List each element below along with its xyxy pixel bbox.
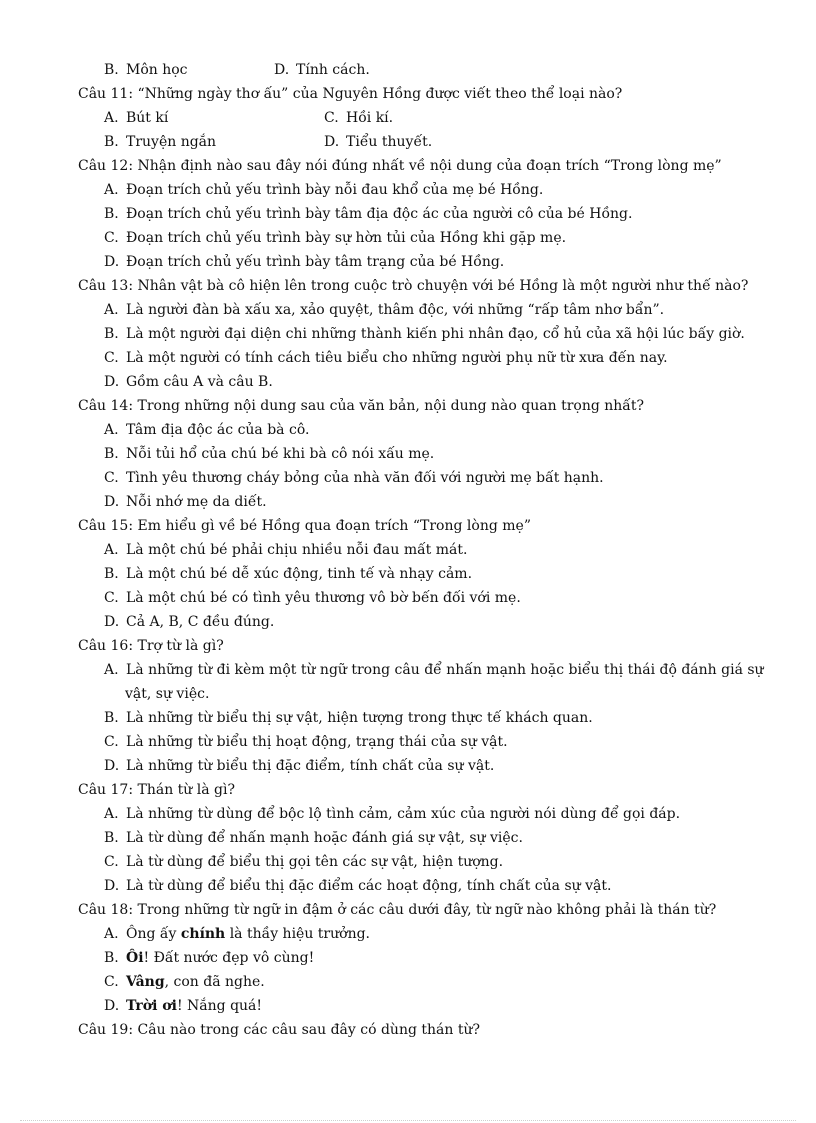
question-15: Câu 15: Em hiểu gì về bé Hồng qua đoạn trích “Trong lòng mẹ” <box>78 518 531 534</box>
option-label: A. <box>104 542 119 558</box>
option-label: B. <box>104 206 119 222</box>
option-label: A. <box>104 662 119 678</box>
option-11-c <box>324 109 393 127</box>
option-label: D. <box>274 62 290 78</box>
option-text: Truyện ngắn <box>126 134 217 150</box>
option-18-c <box>104 973 265 991</box>
option-text: Là một người đại diện chi những thành kiến phi nhân đạo, cổ hủ của xã hội lúc bấy giờ. <box>126 326 745 342</box>
option-label: B. <box>104 134 119 150</box>
option-text: Nỗi nhớ mẹ da diết. <box>126 494 267 510</box>
option-label: A. <box>104 302 119 318</box>
option-label: D. <box>104 614 120 630</box>
option-18-a <box>104 925 370 943</box>
option-11-d <box>324 133 432 151</box>
option-13-a <box>104 301 664 319</box>
option-17-c <box>104 853 503 871</box>
option-label: C. <box>104 230 119 246</box>
option-text: Cả A, B, C đều đúng. <box>126 614 275 630</box>
option-text: Đoạn trích chủ yếu trình bày tâm địa độc ác của người cô của bé Hồng. <box>126 206 633 222</box>
option-text: Là từ dùng để biểu thị đặc điểm các hoạt động, tính chất của sự vật. <box>126 878 612 894</box>
option-15-a <box>104 541 467 559</box>
option-16-b <box>104 709 593 727</box>
bold-word: chính <box>180 926 226 942</box>
option-label: D. <box>104 878 120 894</box>
option-16-d <box>104 757 494 775</box>
bold-word: Ôi <box>126 950 144 966</box>
option-12-a <box>104 181 543 199</box>
option-18-b <box>104 949 314 967</box>
question-12: Câu 12: Nhận định nào sau đây nói đúng nhất về nội dung của đoạn trích “Trong lòng mẹ” <box>78 158 722 174</box>
option-text: Tình yêu thương cháy bỏng của nhà văn đối với người mẹ bất hạnh. <box>126 470 604 486</box>
option-18-d <box>104 997 262 1015</box>
option-label: A. <box>104 806 119 822</box>
option-text: Là từ dùng để biểu thị gọi tên các sự vật, hiện tượng. <box>126 854 504 870</box>
option-text: Là một chú bé có tình yêu thương vô bờ bến đối với mẹ. <box>126 590 521 606</box>
option-text: ! Đất nước đẹp vô cùng! <box>143 950 315 966</box>
option-16-a-continued: vật, sự việc. <box>125 686 210 702</box>
option-text: Đoạn trích chủ yếu trình bày nỗi đau khổ của mẹ bé Hồng. <box>126 182 544 198</box>
question-19: Câu 19: Câu nào trong các câu sau đây có dùng thán từ? <box>78 1022 480 1038</box>
option-16-c <box>104 733 508 751</box>
option-17-d <box>104 877 611 895</box>
question-18: Câu 18: Trong những từ ngữ in đậm ở các câu dưới đây, từ ngữ nào không phải là thán từ? <box>78 902 717 918</box>
option-label: A. <box>104 422 119 438</box>
question-17: Câu 17: Thán từ là gì? <box>78 782 235 798</box>
question-14: Câu 14: Trong những nội dung sau của văn bản, nội dung nào quan trọng nhất? <box>78 398 644 414</box>
option-label: C. <box>104 350 119 366</box>
option-text: Tâm địa độc ác của bà cô. <box>126 422 310 438</box>
option-14-b <box>104 445 434 463</box>
option-row-prev-bd <box>104 61 188 79</box>
option-text: là thầy hiệu trưởng. <box>225 926 370 942</box>
option-text: Hồi kí. <box>346 110 394 126</box>
option-label: B. <box>104 446 119 462</box>
option-text: Bút kí <box>126 110 169 126</box>
option-text: Là những từ đi kèm một từ ngữ trong câu để nhấn mạnh hoặc biểu thị thái độ đánh giá sự <box>126 662 764 678</box>
option-label: B. <box>104 830 119 846</box>
page-footer-divider <box>20 1120 796 1121</box>
option-text: Là những từ biểu thị đặc điểm, tính chất của sự vật. <box>126 758 495 774</box>
option-label: D. <box>104 494 120 510</box>
option-label: D. <box>104 998 120 1014</box>
option-text: Môn học <box>126 62 188 78</box>
option-12-c <box>104 229 566 247</box>
option-text: Là một chú bé dễ xúc động, tinh tế và nhạy cảm. <box>126 566 473 582</box>
option-13-c <box>104 349 668 367</box>
option-label: D. <box>104 758 120 774</box>
option-11-b <box>104 133 216 151</box>
option-16-a <box>104 661 764 679</box>
option-text: Tiểu thuyết. <box>346 134 433 150</box>
option-15-b <box>104 565 472 583</box>
option-12-d <box>104 253 504 271</box>
option-text: Là những từ biểu thị sự vật, hiện tượng trong thực tế khách quan. <box>126 710 593 726</box>
option-14-d <box>104 493 267 511</box>
option-text: Là từ dùng để nhấn mạnh hoặc đánh giá sự vật, sự việc. <box>126 830 523 846</box>
option-15-c <box>104 589 521 607</box>
option-text: Đoạn trích chủ yếu trình bày sự hờn tủi của Hồng khi gặp mẹ. <box>126 230 567 246</box>
option-label: B. <box>104 62 119 78</box>
option-text: Ông ấy <box>126 926 181 942</box>
option-label: A. <box>104 110 119 126</box>
option-label: C. <box>104 590 119 606</box>
option-label: C. <box>104 734 119 750</box>
option-text: Là những từ dùng để bộc lộ tình cảm, cảm xúc của người nói dùng để gọi đáp. <box>126 806 681 822</box>
option-row-prev-d <box>274 61 370 79</box>
option-17-b <box>104 829 523 847</box>
option-label: C. <box>104 974 119 990</box>
option-text: Đoạn trích chủ yếu trình bày tâm trạng của bé Hồng. <box>126 254 505 270</box>
option-15-d <box>104 613 274 631</box>
option-label: B. <box>104 326 119 342</box>
option-label: A. <box>104 926 119 942</box>
option-label: C. <box>324 110 339 126</box>
question-13: Câu 13: Nhân vật bà cô hiện lên trong cuộc trò chuyện với bé Hồng là một người như thế nào? <box>78 278 749 294</box>
option-label: B. <box>104 950 119 966</box>
option-12-b <box>104 205 632 223</box>
option-text: Là người đàn bà xấu xa, xảo quyệt, thâm độc, với những “rấp tâm nhơ bẩn”. <box>126 302 665 318</box>
option-label: D. <box>324 134 340 150</box>
option-text: Là một người có tính cách tiêu biểu cho những người phụ nữ từ xưa đến nay. <box>126 350 668 366</box>
option-text: , con đã nghe. <box>164 974 265 990</box>
option-14-a <box>104 421 309 439</box>
option-label: D. <box>104 254 120 270</box>
option-label: C. <box>104 470 119 486</box>
option-13-d <box>104 373 273 391</box>
option-label: B. <box>104 566 119 582</box>
option-text: Tính cách. <box>296 62 370 78</box>
bold-word: Vâng <box>126 974 165 990</box>
option-17-a <box>104 805 680 823</box>
option-label: C. <box>104 854 119 870</box>
option-14-c <box>104 469 604 487</box>
option-13-b <box>104 325 745 343</box>
option-text: Là những từ biểu thị hoạt động, trạng thái của sự vật. <box>126 734 508 750</box>
option-text: Nỗi tủi hổ của chú bé khi bà cô nói xấu mẹ. <box>126 446 435 462</box>
option-label: A. <box>104 182 119 198</box>
option-11-a <box>104 109 168 127</box>
question-11: Câu 11: “Những ngày thơ ấu” của Nguyên Hồng được viết theo thể loại nào? <box>78 86 623 102</box>
option-text: Gồm câu A và câu B. <box>126 374 273 390</box>
option-text: ! Nắng quá! <box>176 998 263 1014</box>
option-label: D. <box>104 374 120 390</box>
bold-word: Trời ơi <box>126 998 177 1014</box>
option-label: B. <box>104 710 119 726</box>
option-text: Là một chú bé phải chịu nhiều nỗi đau mất mát. <box>126 542 468 558</box>
question-16: Câu 16: Trợ từ là gì? <box>78 638 224 654</box>
